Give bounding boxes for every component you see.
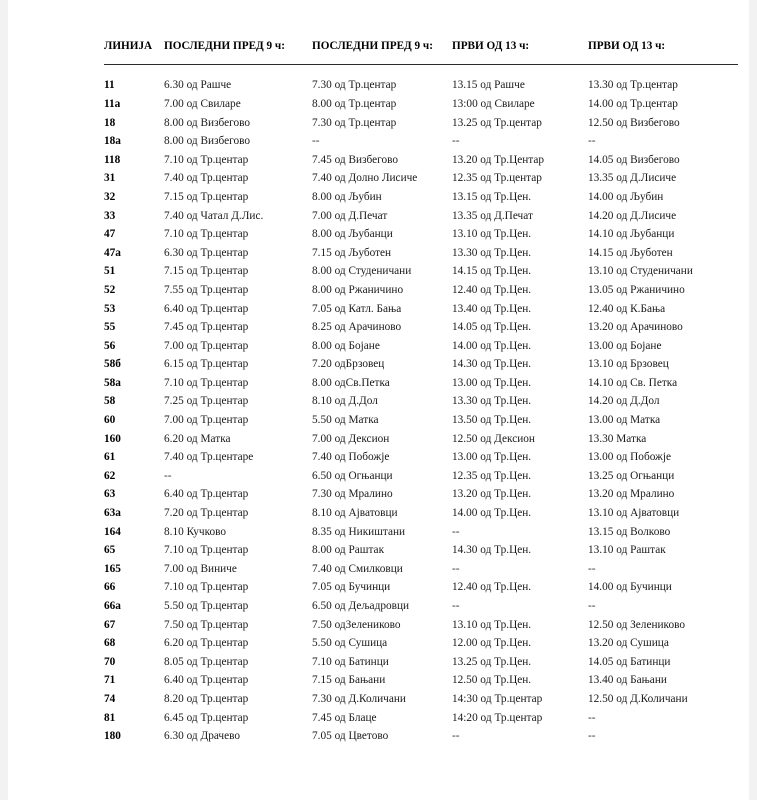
cell-last-before-9-b: 5.50 од Матка — [312, 414, 379, 427]
cell-last-before-9-b: 7.40 од Смилковци — [312, 562, 403, 575]
cell-last-before-9-b: 8.00 од Ржаничино — [312, 283, 404, 296]
cell-last-before-9-a: 7.25 од Тр.центар — [164, 395, 249, 408]
cell-first-from-13-a: 14.30 од Тр.Цен. — [452, 358, 532, 371]
cell-first-from-13-b: 13.05 од Ржаничино — [588, 283, 685, 296]
table-row — [104, 263, 738, 282]
cell-last-before-9-b: 8.00 од Бојане — [312, 339, 380, 352]
cell-last-before-9-b: 7.45 од Блаце — [312, 711, 377, 724]
cell-last-before-9-a: 6.20 од Тр.центар — [164, 637, 249, 650]
cell-line-number: 180 — [104, 730, 121, 743]
cell-line-number: 33 — [104, 209, 116, 222]
cell-last-before-9-b: 8.35 од Никиштани — [312, 525, 406, 538]
table-row — [104, 467, 738, 486]
cell-line-number: 65 — [104, 544, 116, 557]
cell-last-before-9-a: -- — [164, 469, 172, 482]
table-row — [104, 411, 738, 430]
cell-first-from-13-b: 14.20 од Д.Лисиче — [588, 209, 677, 222]
table-row — [104, 579, 738, 598]
cell-last-before-9-a: 6.40 од Тр.центар — [164, 302, 249, 315]
cell-last-before-9-b: 8.00 од Љубанци — [312, 228, 393, 241]
cell-last-before-9-b: 6.50 од Дељадровци — [312, 600, 410, 613]
table-row — [104, 430, 738, 449]
cell-first-from-13-b: 13.20 од Сушица — [588, 637, 669, 650]
table-row — [104, 690, 738, 709]
cell-first-from-13-b: 13.10 од Студеничани — [588, 265, 693, 278]
cell-last-before-9-a: 7.10 од Тр.центар — [164, 228, 249, 241]
cell-first-from-13-b: 13.20 од Арачиново — [588, 321, 683, 334]
cell-first-from-13-a: 12.00 од Тр.Цен. — [452, 637, 532, 650]
cell-first-from-13-b: 13.30 Матка — [588, 432, 647, 445]
cell-first-from-13-a: 14.30 од Тр.Цен. — [452, 544, 532, 557]
cell-last-before-9-a: 5.50 од Тр.центар — [164, 600, 249, 613]
table-row — [104, 132, 738, 151]
cell-first-from-13-b: 14.10 од Љубанци — [588, 228, 675, 241]
cell-first-from-13-b: 13.35 од Д.Лисиче — [588, 172, 677, 185]
spacer-cell — [104, 65, 738, 77]
cell-first-from-13-a: 13.20 од Тр.Центар — [452, 153, 545, 166]
cell-last-before-9-b: 6.50 од Огњанци — [312, 469, 393, 482]
cell-last-before-9-a: 7.45 од Тр.центар — [164, 321, 249, 334]
header-spacer-row — [104, 65, 738, 77]
cell-first-from-13-b: 13.40 од Бањани — [588, 674, 667, 687]
table-row — [104, 709, 738, 728]
cell-first-from-13-a: 12.50 од Дексион — [452, 432, 535, 445]
cell-first-from-13-b: 12.50 од Визбегово — [588, 116, 680, 129]
table-row — [104, 393, 738, 412]
table-row — [104, 77, 738, 96]
cell-last-before-9-a: 7.40 од Тр.центаре — [164, 451, 254, 464]
cell-first-from-13-a: 13.15 од Тр.Цен. — [452, 190, 532, 203]
header-row — [104, 40, 738, 65]
cell-last-before-9-b: 8.10 од Ајватовци — [312, 507, 398, 520]
cell-line-number: 67 — [104, 618, 116, 631]
cell-first-from-13-b: 14.00 од Тр.центар — [588, 97, 678, 110]
cell-last-before-9-a: 7.00 од Виниче — [164, 562, 237, 575]
cell-last-before-9-a: 7.10 од Тр.центар — [164, 581, 249, 594]
cell-first-from-13-b: 13.10 од Раштак — [588, 544, 666, 557]
cell-first-from-13-a: 13.35 од Д.Печат — [452, 209, 533, 222]
cell-last-before-9-b: 7.20 одБрзовец — [312, 358, 385, 371]
cell-line-number: 47 — [104, 228, 116, 241]
cell-first-from-13-a: 14.00 од Тр.Цен. — [452, 339, 532, 352]
bus-schedule-table — [104, 40, 738, 746]
cell-line-number: 11а — [104, 97, 121, 110]
cell-first-from-13-a: 13.50 од Тр.Цен. — [452, 414, 532, 427]
table-row — [104, 504, 738, 523]
cell-first-from-13-b: 13.30 од Тр.центар — [588, 79, 678, 92]
cell-first-from-13-b: 14.00 од Бучинци — [588, 581, 672, 594]
column-header-first-from-13-b: ПРВИ ОД 13 ч: — [588, 40, 738, 65]
cell-line-number: 81 — [104, 711, 116, 724]
cell-last-before-9-b: 8.00 од Љубин — [312, 190, 382, 203]
cell-first-from-13-b: -- — [588, 600, 596, 613]
cell-first-from-13-a: 12.35 од Тр.Цен. — [452, 469, 532, 482]
cell-last-before-9-a: 7.10 од Тр.центар — [164, 376, 249, 389]
cell-first-from-13-a: 14:30 од Тр.центар — [452, 692, 543, 705]
cell-last-before-9-b: 8.00 од Раштак — [312, 544, 385, 557]
cell-line-number: 31 — [104, 172, 116, 185]
cell-first-from-13-a: 13.10 од Тр.Цен. — [452, 618, 532, 631]
cell-last-before-9-b: 8.00 одСв.Петка — [312, 376, 390, 389]
cell-first-from-13-a: 12.35 од Тр.центар — [452, 172, 542, 185]
cell-last-before-9-a: 8.00 од Визбегово — [164, 135, 251, 148]
cell-last-before-9-b: 7.30 од Тр.центар — [312, 116, 397, 129]
cell-last-before-9-a: 6.30 од Тр.центар — [164, 246, 249, 259]
document-page — [8, 0, 749, 800]
cell-first-from-13-a: 14:20 од Тр.центар — [452, 711, 543, 724]
cell-first-from-13-b: 13.10 од Ајватовци — [588, 507, 680, 520]
cell-last-before-9-a: 6.40 од Тр.центар — [164, 674, 249, 687]
table-row — [104, 672, 738, 691]
cell-line-number: 51 — [104, 265, 116, 278]
cell-first-from-13-a: -- — [452, 135, 460, 148]
cell-line-number: 118 — [104, 153, 121, 166]
cell-line-number: 58а — [104, 376, 121, 389]
cell-line-number: 11 — [104, 79, 115, 92]
cell-first-from-13-a: 13.20 од Тр.Цен. — [452, 488, 532, 501]
table-row — [104, 448, 738, 467]
cell-last-before-9-a: 8.10 Кучково — [164, 525, 227, 538]
cell-line-number: 18 — [104, 116, 116, 129]
cell-first-from-13-b: -- — [588, 135, 596, 148]
cell-line-number: 63а — [104, 507, 121, 520]
table-header — [104, 40, 738, 65]
cell-last-before-9-a: 7.20 од Тр.центар — [164, 507, 249, 520]
cell-last-before-9-b: 8.10 од Д.Дол — [312, 395, 378, 408]
cell-line-number: 66а — [104, 600, 121, 613]
cell-first-from-13-a: -- — [452, 600, 460, 613]
table-row — [104, 616, 738, 635]
cell-last-before-9-b: 5.50 од Сушица — [312, 637, 388, 650]
table-row — [104, 597, 738, 616]
cell-last-before-9-b: 7.50 одЗелениково — [312, 618, 401, 631]
cell-last-before-9-a: 7.55 од Тр.центар — [164, 283, 249, 296]
cell-line-number: 62 — [104, 469, 116, 482]
schedule-table-container — [8, 0, 749, 746]
cell-line-number: 61 — [104, 451, 116, 464]
cell-line-number: 165 — [104, 562, 121, 575]
cell-last-before-9-b: 7.15 од Бањани — [312, 674, 386, 687]
cell-line-number: 58 — [104, 395, 116, 408]
cell-last-before-9-b: 8.25 од Арачиново — [312, 321, 402, 334]
cell-first-from-13-b: 13.00 од Побожје — [588, 451, 672, 464]
cell-first-from-13-a: 13.15 од Рашче — [452, 79, 525, 92]
cell-line-number: 74 — [104, 692, 116, 705]
cell-first-from-13-b: 12.50 од Д.Количани — [588, 692, 688, 705]
cell-last-before-9-a: 7.00 од Тр.центар — [164, 339, 249, 352]
table-row — [104, 356, 738, 375]
cell-last-before-9-a: 7.00 од Свиларе — [164, 97, 241, 110]
cell-first-from-13-a: 13.30 од Тр.Цен. — [452, 395, 532, 408]
cell-last-before-9-b: 7.45 од Визбегово — [312, 153, 399, 166]
cell-first-from-13-b: 14.10 од Св. Петка — [588, 376, 678, 389]
table-row — [104, 188, 738, 207]
cell-last-before-9-a: 7.40 од Чатал Д.Лис. — [164, 209, 264, 222]
cell-first-from-13-b: 14.15 од Љуботен — [588, 246, 673, 259]
cell-last-before-9-a: 7.10 од Тр.центар — [164, 544, 249, 557]
cell-last-before-9-b: 7.30 од Д.Количани — [312, 692, 406, 705]
cell-first-from-13-a: 13:00 од Свиларе — [452, 97, 535, 110]
cell-first-from-13-b: 14.00 од Љубин — [588, 190, 664, 203]
column-header-last-before-9-b: ПОСЛЕДНИ ПРЕД 9 ч: — [312, 40, 452, 65]
cell-first-from-13-b: 13.00 од Матка — [588, 414, 661, 427]
table-row — [104, 151, 738, 170]
cell-first-from-13-b: 13.00 од Бојане — [588, 339, 662, 352]
cell-line-number: 68 — [104, 637, 116, 650]
cell-line-number: 58б — [104, 358, 121, 371]
cell-last-before-9-b: 7.30 од Тр.центар — [312, 79, 397, 92]
cell-first-from-13-a: -- — [452, 562, 460, 575]
cell-last-before-9-a: 6.30 од Драчево — [164, 730, 241, 743]
cell-last-before-9-a: 7.15 од Тр.центар — [164, 265, 249, 278]
table-row — [104, 318, 738, 337]
cell-last-before-9-a: 7.10 од Тр.центар — [164, 153, 249, 166]
table-row — [104, 374, 738, 393]
cell-first-from-13-a: 12.40 од Тр.Цен. — [452, 581, 532, 594]
cell-last-before-9-b: 8.00 од Тр.центар — [312, 97, 397, 110]
cell-line-number: 164 — [104, 525, 121, 538]
cell-last-before-9-b: 7.15 од Љуботен — [312, 246, 392, 259]
cell-last-before-9-a: 6.30 од Рашче — [164, 79, 232, 92]
table-row — [104, 634, 738, 653]
cell-first-from-13-b: 12.40 од К.Бања — [588, 302, 666, 315]
cell-line-number: 53 — [104, 302, 116, 315]
cell-last-before-9-a: 7.00 од Тр.центар — [164, 414, 249, 427]
cell-last-before-9-b: 7.40 од Побожје — [312, 451, 390, 464]
cell-first-from-13-a: 13.25 од Тр.Цен. — [452, 655, 532, 668]
cell-first-from-13-a: -- — [452, 730, 460, 743]
table-row — [104, 244, 738, 263]
table-row — [104, 300, 738, 319]
column-header-last-before-9-a: ПОСЛЕДНИ ПРЕД 9 ч: — [164, 40, 312, 65]
table-row — [104, 653, 738, 672]
cell-last-before-9-b: 8.00 од Студеничани — [312, 265, 412, 278]
cell-last-before-9-a: 6.15 од Тр.центар — [164, 358, 249, 371]
cell-first-from-13-a: 12.40 од Тр.Цен. — [452, 283, 532, 296]
cell-last-before-9-b: 7.40 од Долно Лисиче — [312, 172, 418, 185]
cell-first-from-13-a: 13.25 од Тр.центар — [452, 116, 542, 129]
cell-last-before-9-b: 7.10 од Батинци — [312, 655, 389, 668]
cell-first-from-13-a: 13.00 од Тр.Цен. — [452, 376, 532, 389]
column-header-first-from-13-a: ПРВИ ОД 13 ч: — [452, 40, 588, 65]
cell-first-from-13-a: 13.00 од Тр.Цен. — [452, 451, 532, 464]
cell-line-number: 63 — [104, 488, 116, 501]
cell-last-before-9-a: 6.40 од Тр.центар — [164, 488, 249, 501]
table-row — [104, 170, 738, 189]
cell-first-from-13-b: -- — [588, 562, 596, 575]
cell-line-number: 66 — [104, 581, 116, 594]
table-row — [104, 114, 738, 133]
table-row — [104, 95, 738, 114]
table-row — [104, 207, 738, 226]
cell-last-before-9-b: 7.00 од Дексион — [312, 432, 390, 445]
cell-last-before-9-a: 6.45 од Тр.центар — [164, 711, 249, 724]
cell-last-before-9-a: 7.40 од Тр.центар — [164, 172, 249, 185]
cell-line-number: 71 — [104, 674, 116, 687]
table-row — [104, 486, 738, 505]
cell-last-before-9-b: 7.00 од Д.Печат — [312, 209, 388, 222]
cell-first-from-13-a: 12.50 од Тр.Цен. — [452, 674, 532, 687]
cell-first-from-13-b: 14.05 од Батинци — [588, 655, 671, 668]
cell-last-before-9-b: 7.05 од Катл. Бања — [312, 302, 402, 315]
cell-line-number: 160 — [104, 432, 121, 445]
cell-first-from-13-a: 13.10 од Тр.Цен. — [452, 228, 532, 241]
cell-last-before-9-b: 7.05 од Цветово — [312, 730, 389, 743]
cell-last-before-9-a: 7.50 од Тр.центар — [164, 618, 249, 631]
cell-first-from-13-b: 12.50 од Зелениково — [588, 618, 686, 631]
cell-first-from-13-a: 13.40 од Тр.Цен. — [452, 302, 532, 315]
cell-first-from-13-a: 14.00 од Тр.Цен. — [452, 507, 532, 520]
cell-line-number: 52 — [104, 283, 116, 296]
cell-first-from-13-b: 13.15 од Волково — [588, 525, 671, 538]
cell-line-number: 32 — [104, 190, 116, 203]
cell-last-before-9-a: 6.20 од Матка — [164, 432, 231, 445]
table-row — [104, 560, 738, 579]
cell-line-number: 70 — [104, 655, 116, 668]
cell-last-before-9-a: 7.15 од Тр.центар — [164, 190, 249, 203]
table-row — [104, 541, 738, 560]
table-row — [104, 727, 738, 746]
cell-first-from-13-b: 13.25 од Огњанци — [588, 469, 675, 482]
cell-first-from-13-b: 13.10 од Брзовец — [588, 358, 669, 371]
cell-last-before-9-a: 8.05 од Тр.центар — [164, 655, 249, 668]
cell-first-from-13-a: -- — [452, 525, 460, 538]
cell-first-from-13-b: 13.20 од Мралино — [588, 488, 675, 501]
cell-first-from-13-b: -- — [588, 730, 596, 743]
cell-line-number: 55 — [104, 321, 116, 334]
table-row — [104, 281, 738, 300]
cell-line-number: 56 — [104, 339, 116, 352]
cell-first-from-13-a: 13.30 од Тр.Цен. — [452, 246, 532, 259]
cell-last-before-9-a: 8.00 од Визбегово — [164, 116, 251, 129]
cell-line-number: 18а — [104, 135, 121, 148]
table-row — [104, 225, 738, 244]
cell-last-before-9-b: 7.30 од Мралино — [312, 488, 393, 501]
cell-first-from-13-b: 14.20 од Д.Дол — [588, 395, 660, 408]
cell-last-before-9-a: 8.20 од Тр.центар — [164, 692, 249, 705]
cell-first-from-13-a: 14.05 од Тр.Цен. — [452, 321, 532, 334]
cell-last-before-9-b: 7.05 од Бучинци — [312, 581, 391, 594]
cell-line-number: 47а — [104, 246, 121, 259]
cell-first-from-13-a: 14.15 од Тр.Цен. — [452, 265, 532, 278]
cell-first-from-13-b: -- — [588, 711, 596, 724]
table-row — [104, 523, 738, 542]
cell-line-number: 60 — [104, 414, 116, 427]
column-header-line: ЛИНИЈА — [104, 40, 164, 65]
cell-first-from-13-b: 14.05 од Визбегово — [588, 153, 680, 166]
cell-last-before-9-b: -- — [312, 135, 320, 148]
table-row — [104, 337, 738, 356]
table-body — [104, 65, 738, 746]
